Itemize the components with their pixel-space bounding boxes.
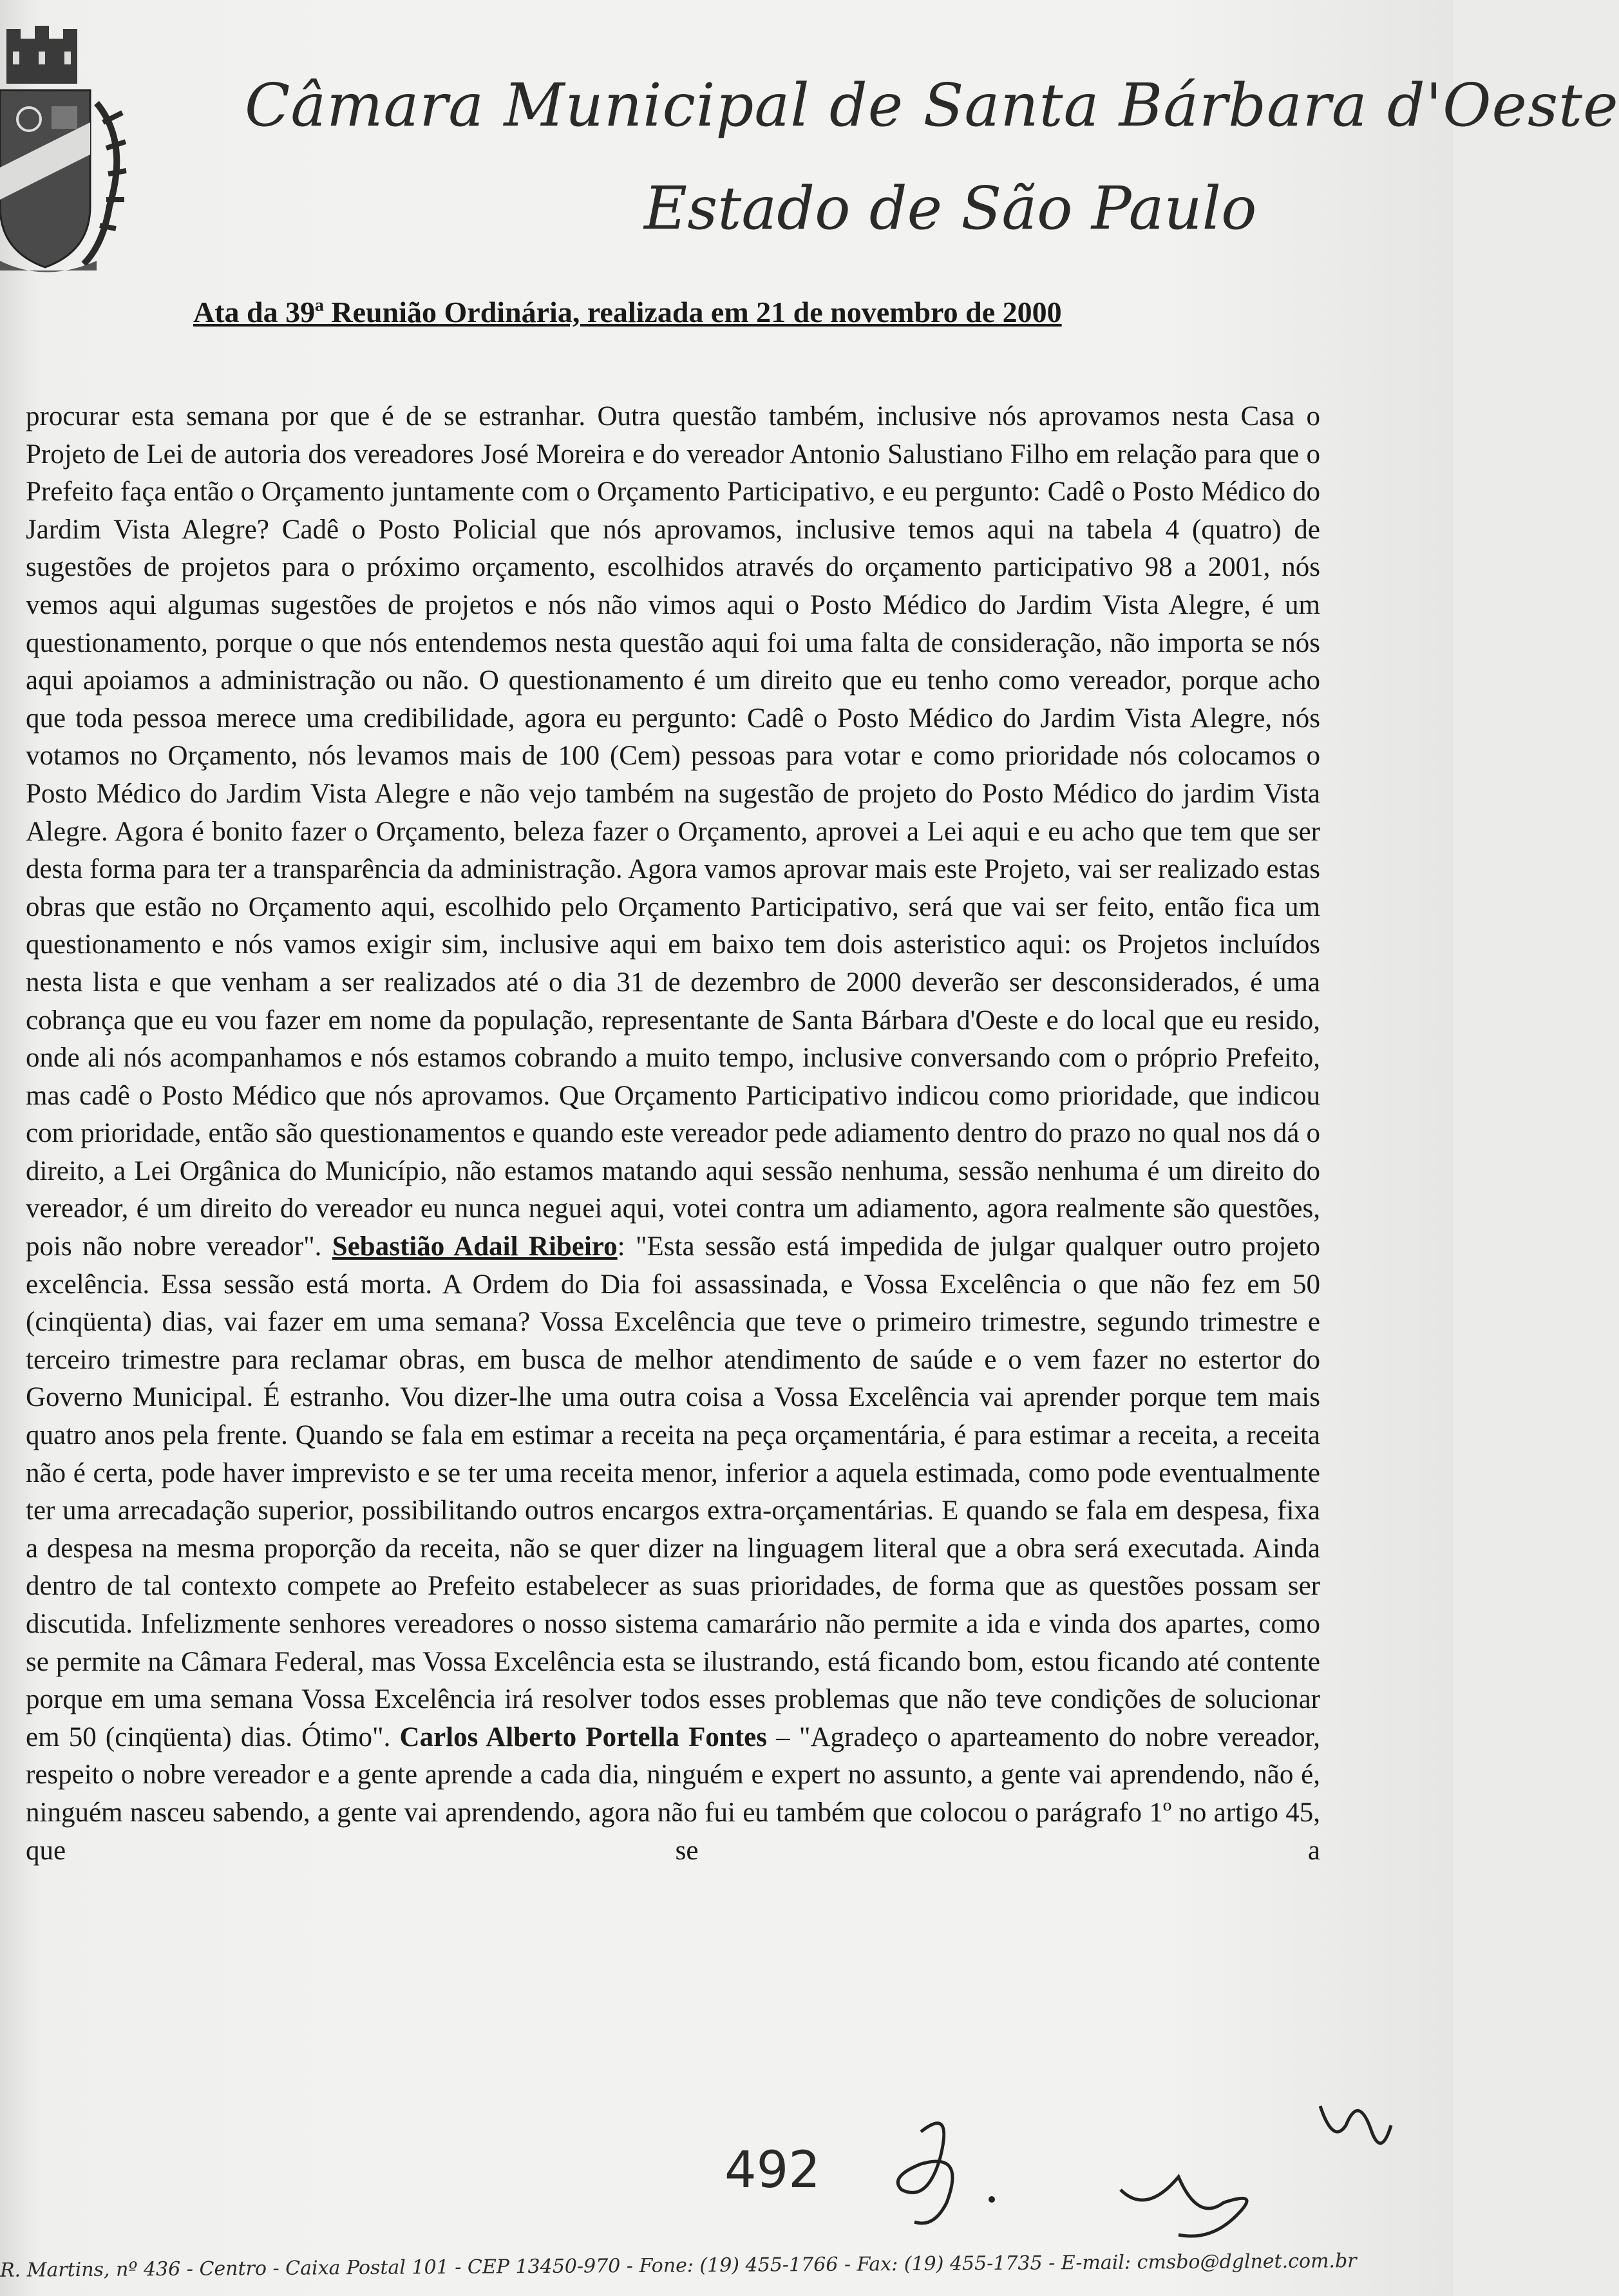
minutes-paragraph xyxy=(26,398,1320,1870)
letterhead-institution-name: Câmara Municipal de Santa Bárbara d'Oeste xyxy=(245,71,1619,140)
coat-of-arms-icon xyxy=(0,13,129,270)
speaker-name: Carlos Alberto Portella Fontes xyxy=(399,1722,767,1752)
speech-text: procurar esta semana por que é de se estranhar. Outra questão também, inclusive nós aprovamos nesta Casa o Projeto de Lei de autoria dos vereadores José Moreira e do vereador Antonio Salustiano Filho em relação para que o Prefeito faça então o Orçamento juntamente com o Orçamento Participativo, e eu pergunto: Cadê o Posto Médico do Jardim Vista Alegre? Cadê o Posto Policial que nós aprovamos, inclusive temos aqui na tabela 4 (quatro) de sugestões de projetos para o próximo orçamento, escolhidos através do orçamento participativo 98 a 2001, nós vemos aqui algumas sugestões de projetos e nós não vimos aqui o Posto Médico do Jardim Vista Alegre, é um questionamento, porque o que nós entendemos nesta questão aqui foi uma falta de consideração, não importa se nós aqui apoiamos a administração ou não. O questionamento é um direito que eu tenho como vereador, porque acho que toda pessoa merece uma credibilidade, agora eu pergunto: Cadê o Posto Médico do Jardim Vista Alegre, nós votamos no Orçamento, nós levamos mais de 100 (Cem) pessoas para votar e como prioridade nós colocamos o Posto Médico do Jardim Vista Alegre e não vejo também na sugestão de projeto do Posto Médico do jardim Vista Alegre. Agora é bonito fazer o Orçamento, beleza fazer o Orçamento, aprovei a Lei aqui e eu acho que tem que ser desta forma para ter a transparência da administração. Agora vamos aprovar mais este Projeto, vai ser realizado estas obras que estão no Orçamento aqui, escolhido pelo Orçamento Participativo, será que vai ser feito, então fica um questionamento e nós vamos exigir sim, inclusive aqui em baixo tem dois asteristico aqui: os Projetos incluídos nesta lista e que venham a ser realizados até o dia 31 de dezembro de 2000 deverão ser desconsiderados, é uma cobrança que eu vou fazer em nome da população, representante de Santa Bárbara d'Oeste e do local que eu resido, onde ali nós acompanhamos e nós estamos cobrando a muito tempo, inclusive conversando com o próprio Prefeito, mas cadê o Posto Médico que nós aprovamos. Que Orçamento Participativo indicou como prioridade, que indicou com prioridade, então são questionamentos e quando este vereador pede adiamento dentro do prazo no qual nos dá o direito, a Lei Orgânica do Município, não estamos matando aqui sessão nenhuma, sessão nenhuma é um direito do vereador, é um direito do vereador eu nunca neguei aqui, votei contra um adiamento, agora realmente são questões, pois não nobre vereador". xyxy=(26,401,1320,1262)
page-number: 492 xyxy=(724,2141,820,2199)
letterhead-state-name: Estado de São Paulo xyxy=(644,174,1257,243)
minutes-title: Ata da 39ª Reunião Ordinária, realizada em 21 de novembro de 2000 xyxy=(193,296,1062,328)
minutes-body xyxy=(26,398,1320,1870)
speech-text: : "Esta sessão está impedida de julgar qualquer outro projeto excelência. Essa sessão está morta. A Ordem do Dia foi assassinada, e Vossa Excelência o que não fez em 50 (cinqüenta) dias, vai fazer em uma semana? Vossa Excelência que teve o primeiro trimestre, segundo trimestre e terceiro trimestre para reclamar obras, em busca de melhor atendimento de saúde e o vem fazer no estertor do Governo Municipal. É estranho. Vou dizer-lhe uma outra coisa a Vossa Excelência vai aprender porque tem mais quatro anos pela frente. Quando se fala em estimar a receita na peça orçamentária, é para estimar a receita, a receita não é certa, pode haver imprevisto e se ter uma receita menor, inferior a aquela estimada, como pode eventualmente ter uma arrecadação superior, possibilitando outros encargos extra-orçamentárias. E quando se fala em despesa, fixa a despesa na mesma proporção da receita, não se quer dizer na linguagem literal que a obra será executada. Ainda dentro de tal contexto compete ao Prefeito estabelecer as suas prioridades, de forma que as questões possam ser discutida. Infelizmente senhores vereadores o nosso sistema camarário não permite a ida e vinda dos apartes, como se permite na Câmara Federal, mas Vossa Excelência esta se ilustrando, está ficando bom, estou ficando até contente porque em uma semana Vossa Excelência irá resolver todos esses problemas que não teve condições de solucionar em 50 (cinqüenta) dias. Ótimo". xyxy=(26,1231,1321,1752)
speaker-name: Sebastião Adail Ribeiro xyxy=(332,1231,618,1262)
speech-text: – "Agradeço o aparteamento do nobre vereador, respeito o nobre vereador e a gente aprende a cada dia, ninguém e expert no assunto, a gente vai aprendendo, não é, ninguém nasceu sabendo, a gente vai aprendendo, agora não fui eu também que colocou o parágrafo 1º no artigo 45, que se a xyxy=(26,1722,1320,1866)
footer-address: R. Martins, nº 436 - Centro - Caixa Postal 101 - CEP 13450-970 - Fone: (19) 455-1766 - Fax: (19) 455-1735 - E-mail: cmsbo@dglnet.com.br xyxy=(0,2250,1357,2282)
